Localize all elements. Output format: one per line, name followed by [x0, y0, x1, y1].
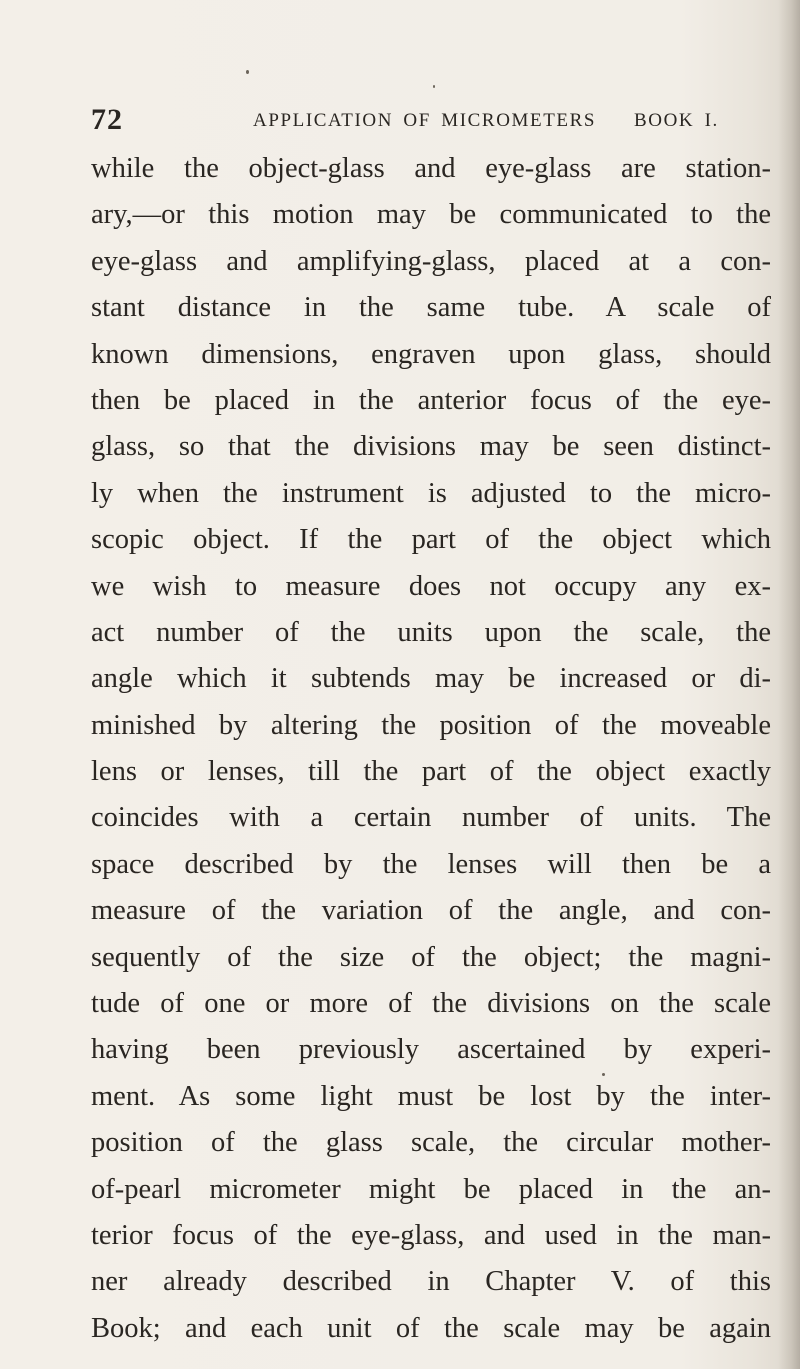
- text-line: Book; and each unit of the scale may be again: [91, 1312, 771, 1344]
- text-line: having been previously ascertained by experi-: [91, 1034, 771, 1066]
- text-line: glass, so that the divisions may be seen distinct-: [91, 431, 771, 463]
- ink-speck: [433, 85, 435, 88]
- text-line: ly when the instrument is adjusted to the micro-: [91, 477, 771, 509]
- running-header: [91, 103, 771, 139]
- text-line: tude of one or more of the divisions on the scale: [91, 988, 771, 1020]
- running-title: APPLICATION OF MICROMETERS: [253, 110, 597, 131]
- text-line: act number of the units upon the scale, the: [91, 616, 771, 648]
- text-line: minished by altering the position of the moveable: [91, 709, 771, 741]
- text-line: of-pearl micrometer might be placed in the an-: [91, 1173, 771, 1205]
- text-line: terior focus of the eye-glass, and used in the man-: [91, 1219, 771, 1251]
- book-label: BOOK I.: [634, 110, 719, 131]
- text-line: then be placed in the anterior focus of the eye-: [91, 384, 771, 416]
- text-line: position of the glass scale, the circular mother-: [91, 1127, 771, 1159]
- text-line: known dimensions, engraven upon glass, should: [91, 338, 771, 370]
- text-line: sequently of the size of the object; the magni-: [91, 941, 771, 973]
- text-line: space described by the lenses will then be a: [91, 848, 771, 880]
- page-number: 72: [91, 103, 123, 136]
- text-line: coincides with a certain number of units. The: [91, 802, 771, 834]
- text-line: we wish to measure does not occupy any ex-: [91, 570, 771, 602]
- text-line: scopic object. If the part of the object which: [91, 524, 771, 556]
- body-paragraph: [91, 146, 771, 1352]
- text-line: eye-glass and amplifying-glass, placed at a con-: [91, 245, 771, 277]
- text-line: ment. As some light must be lost by the inter-: [91, 1080, 771, 1112]
- page-edge-shadow: [778, 0, 800, 1369]
- text-line: ner already described in Chapter V. of this: [91, 1266, 771, 1298]
- text-line: ary,—or this motion may be communicated to the: [91, 199, 771, 231]
- text-line: angle which it subtends may be increased or di-: [91, 663, 771, 695]
- text-line: stant distance in the same tube. A scale of: [91, 292, 771, 324]
- text-line: lens or lenses, till the part of the object exactly: [91, 756, 771, 788]
- text-line: while the object-glass and eye-glass are station-: [91, 153, 771, 184]
- ink-speck: [246, 70, 249, 74]
- text-line: measure of the variation of the angle, and con-: [91, 895, 771, 927]
